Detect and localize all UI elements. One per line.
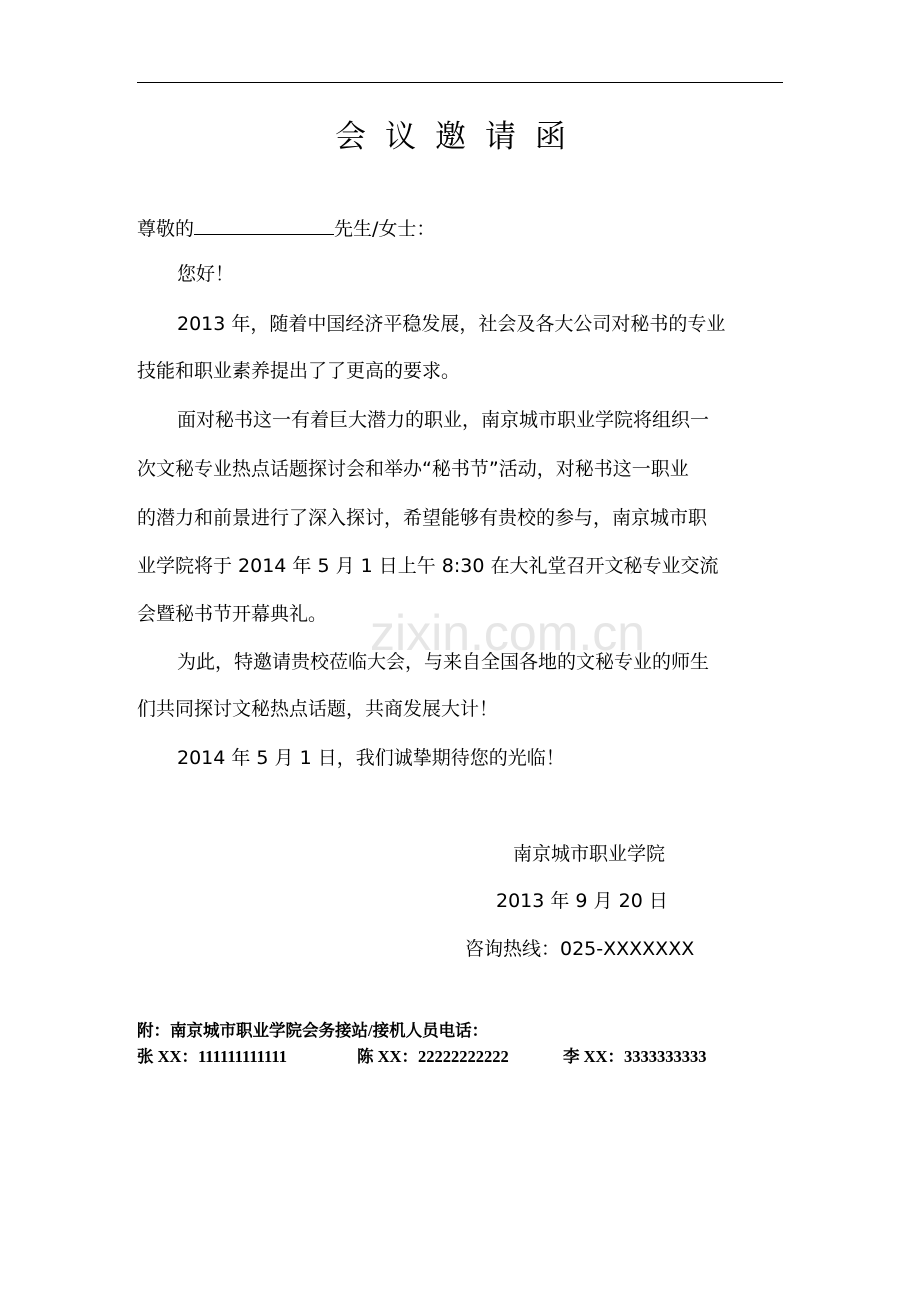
salutation-prefix: 尊敬的 bbox=[137, 218, 195, 240]
contact-item: 李 XX：3333333333 bbox=[563, 1047, 707, 1066]
attachment-contacts bbox=[0, 1046, 920, 1068]
letter-title: 会议邀请函 bbox=[335, 119, 585, 155]
paragraph-line: 为此，特邀请贵校莅临大会，与来自全国各地的文秘专业的师生 bbox=[177, 651, 710, 673]
paragraph-line: 面对秘书这一有着巨大潜力的职业，南京城市职业学院将组织一 bbox=[177, 409, 710, 431]
watermark: zixin.com.cn bbox=[370, 605, 646, 661]
signature-date: 2013 年 9 月 20 日 bbox=[496, 890, 668, 912]
paragraph-line: 2014 年 5 月 1 日，我们诚挚期待您的光临！ bbox=[177, 747, 565, 769]
name-blank bbox=[194, 214, 334, 235]
contact-item: 张 XX：111111111111 bbox=[137, 1047, 287, 1066]
paragraph-line: 2013 年，随着中国经济平稳发展，社会及各大公司对秘书的专业 bbox=[177, 313, 726, 335]
signature-hotline: 咨询热线：025-XXXXXXX bbox=[465, 938, 695, 960]
paragraph-line: 的潜力和前景进行了深入探讨，希望能够有贵校的参与，南京城市职 bbox=[137, 507, 708, 529]
salutation-suffix: 先生/女士： bbox=[334, 218, 436, 240]
paragraph-line: 技能和职业素养提出了了更高的要求。 bbox=[137, 360, 461, 382]
paragraph-line: 们共同探讨文秘热点话题，共商发展大计！ bbox=[137, 698, 499, 720]
salutation bbox=[137, 214, 435, 241]
paragraph-line: 会暨秘书节开幕典礼。 bbox=[137, 603, 328, 625]
header-rule bbox=[137, 82, 783, 83]
paragraph-line: 次文秘专业热点话题探讨会和举办“秘书节”活动，对秘书这一职业 bbox=[137, 458, 689, 480]
paragraph-line: 业学院将于 2014 年 5 月 1 日上午 8:30 在大礼堂召开文秘专业交流 bbox=[137, 555, 719, 577]
greeting: 您好！ bbox=[177, 263, 235, 285]
attachment-heading: 附：南京城市职业学院会务接站/接机人员电话： bbox=[137, 1021, 489, 1040]
contact-item: 陈 XX：22222222222 bbox=[357, 1047, 509, 1066]
signature-organization: 南京城市职业学院 bbox=[513, 843, 666, 865]
